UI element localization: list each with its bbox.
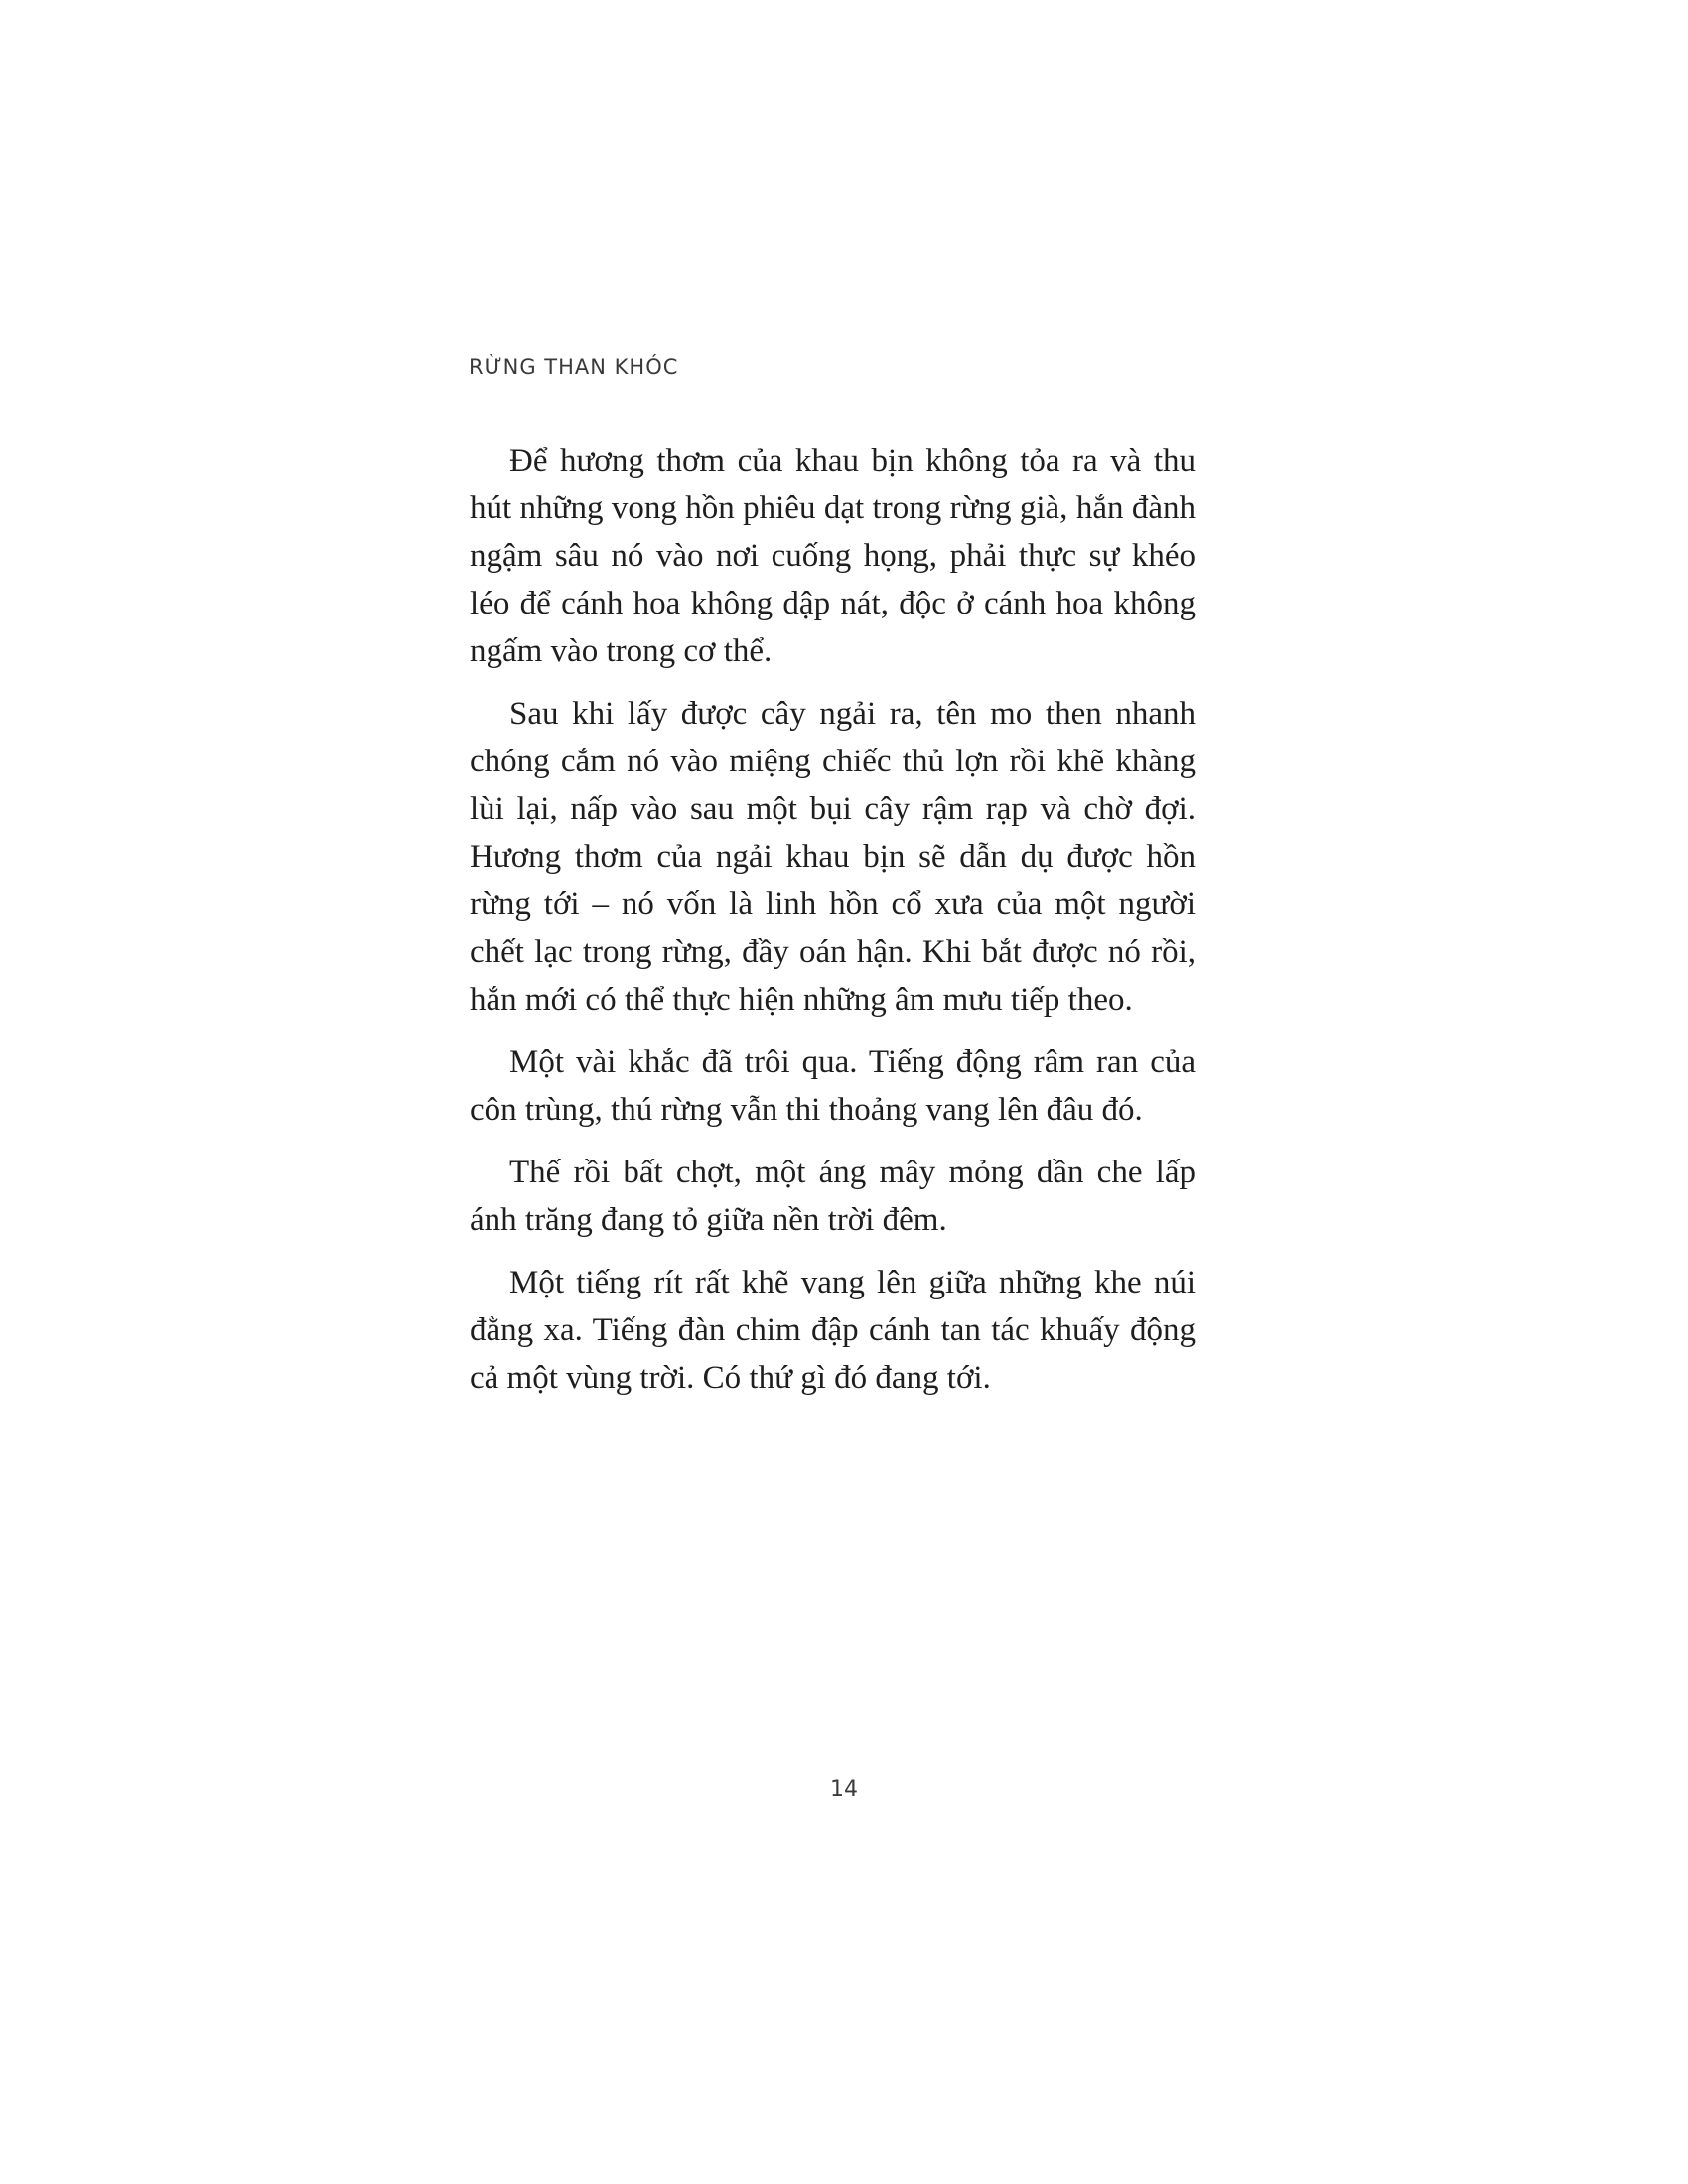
paragraph-2: Sau khi lấy được cây ngải ra, tên mo then nhanh chóng cắm nó vào miệng chiếc thủ lợn rồi khẽ khàng lùi lại, nấp vào sau một bụi cây rậm rạp và chờ đợi. Hương thơm của ngải khau bịn sẽ dẫn dụ được hồn rừng tới – nó vốn là linh hồn cổ xưa của một người chết lạc trong rừng, đầy oán hận. Khi bắt được nó rồi, hắn mới có thể thực hiện những âm mưu tiếp theo. — [470, 696, 1196, 1018]
paragraph-5: Một tiếng rít rất khẽ vang lên giữa những khe núi đằng xa. Tiếng đàn chim đập cánh tan tác khuấy động cả một vùng trời. Có thứ gì đó đang tới. — [470, 1265, 1196, 1396]
paragraph-3: Một vài khắc đã trôi qua. Tiếng động râm ran của côn trùng, thú rừng vẫn thi thoảng vang lên đâu đó. — [470, 1044, 1196, 1128]
running-head: RỪNG THAN KHÓC — [469, 355, 679, 379]
paragraph-1: Để hương thơm của khau bịn không tỏa ra và thu hút những vong hồn phiêu dạt trong rừng già, hắn đành ngậm sâu nó vào nơi cuống họng, phải thực sự khéo léo để cánh hoa không dập nát, độc ở cánh hoa không ngấm vào trong cơ thể. — [470, 443, 1196, 669]
paragraph-4: Thế rồi bất chợt, một áng mây mỏng dần che lấp ánh trăng đang tỏ giữa nền trời đêm. — [470, 1155, 1196, 1238]
body-text — [470, 437, 1196, 1417]
page-number: 14 — [830, 1777, 858, 1802]
